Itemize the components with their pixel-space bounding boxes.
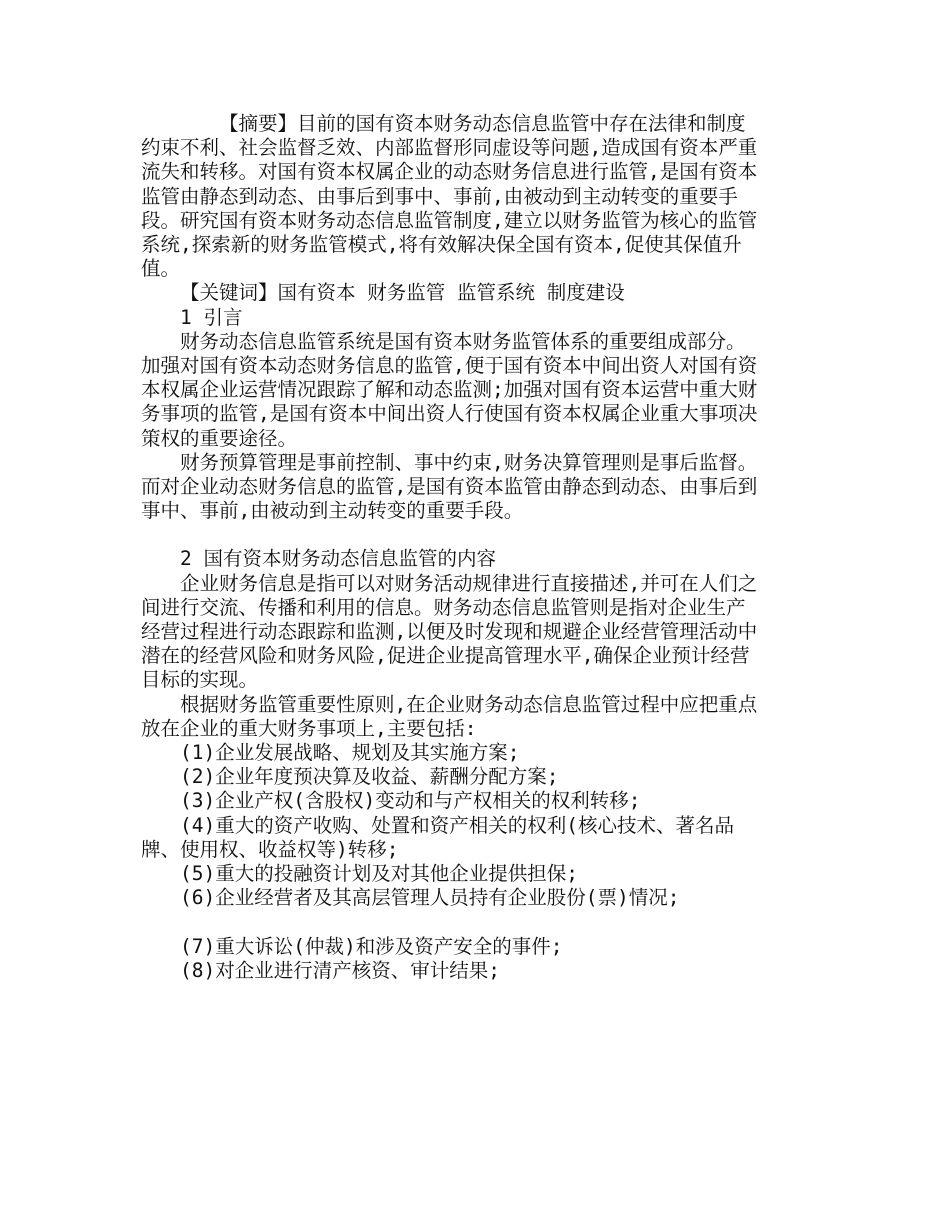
section-2-paragraph-2: 根据财务监管重要性原则,在企业财务动态信息监管过程中应把重点放在企业的重大财务事项上,主要包括: (141, 692, 758, 740)
section-2-heading: 2 国有资本财务动态信息监管的内容 (180, 547, 496, 571)
blank-line (141, 523, 761, 547)
list-item: (4)重大的资产收购、处置和资产相关的权利(核心技术、著名品牌、使用权、收益权等)转移; (141, 813, 734, 861)
abstract-paragraph: 【摘要】目前的国有资本财务动态信息监管中存在法律和制度约束不利、社会监督乏效、内部监督形同虚设等问题,造成国有资本严重流失和转移。对国有资本权属企业的动态财务信息进行监管,是国有资本监管由静态到动态、由事后到事中、事前,由被动到主动转变的重要手段。研究国有资本财务动态信息监管制度,建立以财务监管为核心的监管系统,探索新的财务监管模式,将有效解决保全国有资本,促使其保值升值。 (141, 112, 758, 281)
section-1-paragraph-1: 财务动态信息监管系统是国有资本财务监管体系的重要组成部分。加强对国有资本动态财务信息的监管,便于国有资本中间出资人对国有资本权属企业运营情况跟踪了解和动态监测;加强对国有资本运营中重大财务事项的监管,是国有资本中间出资人行使国有资本权属企业重大事项决策权的重要途径。 (141, 329, 758, 450)
list-item: (8)对企业进行清产核资、审计结果; (180, 958, 500, 982)
section-1-paragraph-2: 财务预算管理是事前控制、事中约束,财务决算管理则是事后监督。而对企业动态财务信息的监管,是国有资本监管由静态到动态、由事后到事中、事前,由被动到主动转变的重要手段。 (141, 450, 758, 523)
list-item: (2)企业年度预决算及收益、薪酬分配方案; (180, 765, 559, 789)
keywords-line: 【关键词】国有资本 财务监管 监管系统 制度建设 (180, 281, 625, 305)
list-item: (3)企业产权(含股权)变动和与产权相关的权利转移; (180, 789, 641, 813)
document-page (141, 112, 761, 983)
list-item: (1)企业发展战略、规划及其实施方案; (180, 741, 520, 765)
list-item: (6)企业经营者及其高层管理人员持有企业股份(票)情况; (180, 886, 680, 910)
list-item: (5)重大的投融资计划及对其他企业提供担保; (180, 862, 578, 886)
blank-line (141, 911, 761, 935)
section-1-heading: 1 引言 (180, 305, 243, 329)
list-item: (7)重大诉讼(仲裁)和涉及资产安全的事件; (180, 934, 563, 958)
section-2-paragraph-1: 企业财务信息是指可以对财务活动规律进行直接描述,并可在人们之间进行交流、传播和利用的信息。财务动态信息监管则是指对企业生产经营过程进行动态跟踪和监测,以便及时发现和规避企业经营管理活动中潜在的经营风险和财务风险,促进企业提高管理水平,确保企业预计经营目标的实现。 (141, 571, 758, 692)
